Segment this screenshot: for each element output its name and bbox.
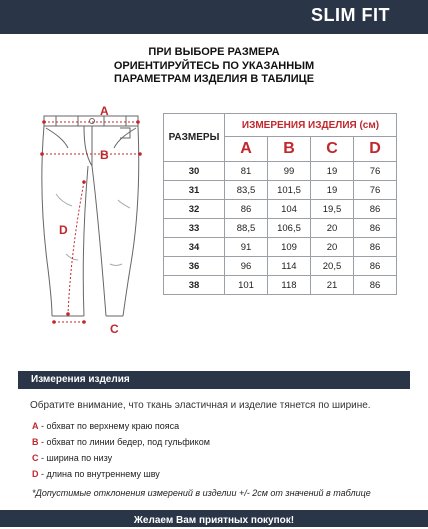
legend-text: - ширина по низу: [38, 453, 113, 463]
measurements-header: ИЗМЕРЕНИЯ ИЗДЕЛИЯ (см): [225, 114, 397, 137]
value-b: 114: [268, 257, 311, 276]
legend-letter: B: [32, 437, 39, 447]
section-title: Измерения изделия: [31, 374, 130, 385]
table-row: [164, 162, 397, 181]
value-a: 101: [225, 276, 268, 295]
column-d: D: [354, 137, 397, 162]
table-row: [164, 219, 397, 238]
size-table: [163, 113, 397, 295]
stretch-note: Обратите внимание, что ткань эластичная и изделие тянется по ширине.: [30, 400, 371, 411]
value-a: 86: [225, 200, 268, 219]
size-cell: 38: [164, 276, 225, 295]
label-b: B: [100, 148, 109, 162]
value-b: 109: [268, 238, 311, 257]
value-d: 86: [354, 257, 397, 276]
legend-item-d: [32, 469, 160, 479]
value-a: 83,5: [225, 181, 268, 200]
value-a: 88,5: [225, 219, 268, 238]
size-cell: 32: [164, 200, 225, 219]
value-b: 101,5: [268, 181, 311, 200]
value-c: 20: [311, 219, 354, 238]
value-a: 81: [225, 162, 268, 181]
value-a: 96: [225, 257, 268, 276]
column-b: B: [268, 137, 311, 162]
column-a: A: [225, 137, 268, 162]
value-b: 118: [268, 276, 311, 295]
value-c: 19: [311, 162, 354, 181]
label-d: D: [59, 223, 68, 237]
value-d: 86: [354, 219, 397, 238]
size-cell: 36: [164, 257, 225, 276]
size-column-header: РАЗМЕРЫ: [164, 114, 225, 162]
table-row: [164, 257, 397, 276]
footer-text: Желаем Вам приятных покупок!: [133, 515, 295, 526]
jeans-diagram: [26, 104, 156, 339]
footer-banner: [0, 510, 428, 527]
value-d: 86: [354, 276, 397, 295]
legend-text: - длина по внутреннему шву: [38, 469, 160, 479]
value-c: 20: [311, 238, 354, 257]
legend-item-a: [32, 421, 179, 431]
legend-letter: C: [32, 453, 39, 463]
value-d: 76: [354, 162, 397, 181]
instruction-line-2: ОРИЕНТИРУЙТЕСЬ ПО УКАЗАННЫМ: [113, 59, 315, 72]
instruction-line-1: ПРИ ВЫБОРЕ РАЗМЕРА: [148, 46, 280, 58]
instruction-line-3: ПАРАМЕТРАМ ИЗДЕЛИЯ В ТАБЛИЦЕ: [113, 73, 315, 85]
label-c: C: [110, 322, 119, 336]
legend-item-b: [32, 437, 210, 447]
size-cell: 34: [164, 238, 225, 257]
value-d: 86: [354, 200, 397, 219]
legend-letter: D: [32, 469, 39, 479]
value-c: 21: [311, 276, 354, 295]
legend-text: - обхват по линии бедер, под гульфиком: [38, 437, 210, 447]
table-row: [164, 181, 397, 200]
value-b: 106,5: [268, 219, 311, 238]
fit-title: SLIM FIT: [311, 5, 390, 25]
size-cell: 31: [164, 181, 225, 200]
value-a: 91: [225, 238, 268, 257]
value-c: 20,5: [311, 257, 354, 276]
size-instruction: [100, 46, 328, 87]
tolerance-note: *Допустимые отклонения измерений в изделии +/- 2см от значений в таблице: [32, 488, 371, 498]
value-b: 104: [268, 200, 311, 219]
legend-letter: A: [32, 421, 39, 431]
size-cell: 33: [164, 219, 225, 238]
value-b: 99: [268, 162, 311, 181]
value-d: 86: [354, 238, 397, 257]
column-c: C: [311, 137, 354, 162]
section-header: [18, 371, 410, 389]
label-a: A: [100, 104, 109, 118]
top-banner: [0, 0, 428, 34]
value-c: 19,5: [311, 200, 354, 219]
value-d: 76: [354, 181, 397, 200]
table-row: [164, 200, 397, 219]
legend-text: - обхват по верхнему краю пояса: [38, 421, 180, 431]
value-c: 19: [311, 181, 354, 200]
table-row: [164, 238, 397, 257]
table-row: [164, 276, 397, 295]
size-cell: 30: [164, 162, 225, 181]
legend-item-c: [32, 453, 112, 463]
